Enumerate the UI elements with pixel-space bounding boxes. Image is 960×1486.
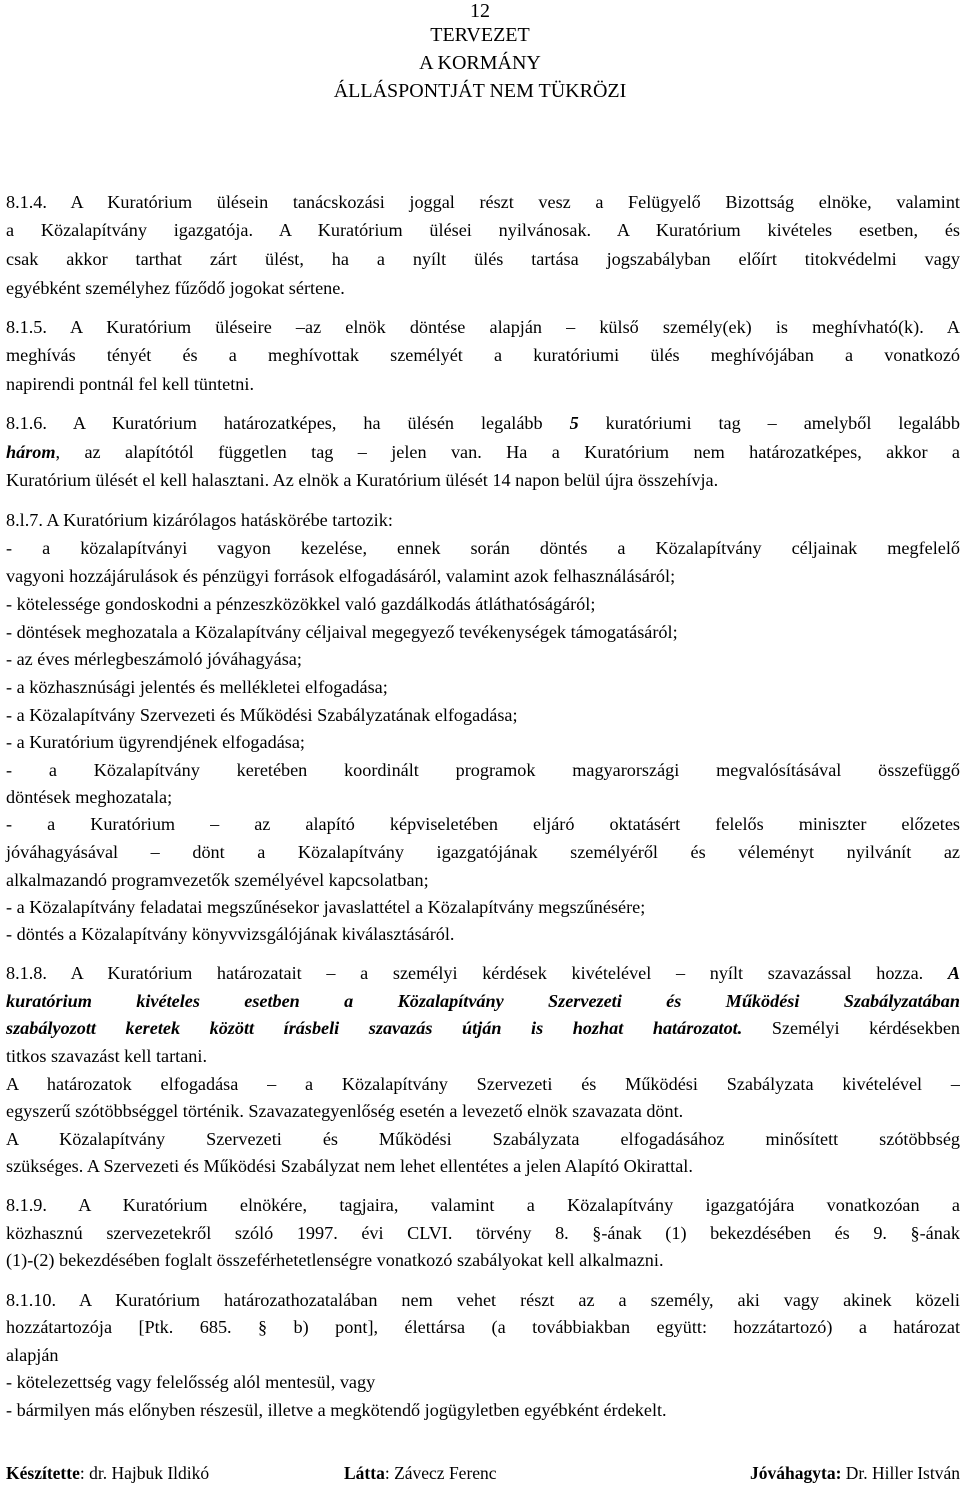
para-8-1-8-line-1: 8.1.8. A Kuratórium határozatait – a személyi kérdések kivételével – nyílt szavazással hozza. A (6, 963, 960, 983)
para-8-1-10-line-1: 8.1.10. A Kuratórium határozathozatalában nem vehet részt az a személy, aki vagy akinek közeli (6, 1290, 960, 1310)
reviewed-by: Látta: Závecz Ferenc (344, 1463, 497, 1483)
para-8-1-8-line-3: szabályozott keretek között írásbeli szavazás útján is hozhat határozatot. Személyi kérdésekben (6, 1018, 960, 1038)
para-8-1-5-line-1: 8.1.5. A Kuratórium üléseire –az elnök döntése alapján – külső személy(ek) is meghívható(k). A (6, 317, 960, 337)
list-item: - a Közalapítvány keretében koordinált programok magyarországi megvalósításával összefüggő (6, 760, 960, 780)
draft-label: TERVEZET (430, 24, 530, 46)
list-item-continuation: jóváhagyásával – dönt a Közalapítvány igazgatójának személyéről és véleményt nyilvánít az (6, 842, 960, 862)
para-8-1-8-line-5: A határozatok elfogadása – a Közalapítvány Szervezeti és Működési Szabályzata kivételével – (6, 1074, 960, 1094)
approved-by: Jóváhagyta: Dr. Hiller István (750, 1463, 960, 1483)
list-item: - kötelessége gondoskodni a pénzeszközökkel való gazdálkodás átláthatóságáról; (6, 594, 596, 614)
list-item: - a Kuratórium ügyrendjének elfogadása; (6, 732, 305, 752)
list-item: - bármilyen más előnyben részesül, illetve a megkötendő jogügyletben egyébként érdekelt. (6, 1400, 667, 1420)
list-item-continuation: vagyoni hozzájárulások és pénzügyi források elfogadásáról, valamint azok felhasználásáról; (6, 566, 676, 586)
para-8-1-10-line-2: hozzátartozója [Ptk. 685. § b) pont], élettársa (a továbbiakban együtt: hozzátartozó) a határozat (6, 1317, 960, 1337)
para-8-1-8-line-4: titkos szavazást kell tartani. (6, 1046, 208, 1066)
list-item: - a Közalapítvány feladatai megszűnésekor javaslattétel a Közalapítvány megszűnésére; (6, 897, 646, 917)
para-8-1-4-line-3: csak akkor tarthat zárt ülést, ha a nyílt ülés tartása jogszabályban előírt titokvédelmi vagy (6, 249, 960, 269)
para-8-1-4-line-4: egyébként személyhez fűződő jogokat sértene. (6, 278, 345, 298)
list-item-continuation: alkalmazandó programvezetők személyével kapcsolatban; (6, 870, 429, 890)
list-item: - a Közalapítvány Szervezeti és Működési Szabályzatának elfogadása; (6, 705, 518, 725)
list-item: - az éves mérlegbeszámoló jóváhagyása; (6, 649, 302, 669)
para-8-1-10-line-3: alapján (6, 1345, 59, 1365)
list-item: - kötelezettség vagy felelősség alól mentesül, vagy (6, 1372, 376, 1392)
prepared-by: Készítette: dr. Hajbuk Ildikó (6, 1463, 210, 1483)
para-8-1-4-line-2: a Közalapítvány igazgatója. A Kuratórium ülései nyilvánosak. A Kuratórium kivételes esetben, és (6, 220, 960, 240)
para-8-1-7-heading: 8.l.7. A Kuratórium kizárólagos hatáskörébe tartozik: (6, 510, 393, 530)
header-line-government: A KORMÁNY (419, 52, 541, 74)
para-8-1-8-line-7: A Közalapítvány Szervezeti és Működési Szabályzata elfogadásához minősített szótöbbség (6, 1129, 960, 1149)
list-item: - a közhasznúsági jelentés és mellékletei elfogadása; (6, 677, 388, 697)
para-8-1-9-line-2: közhasznú szervezetekről szóló 1997. évi CLVI. törvény 8. §-ának (1) bekezdésében és 9. §-ának (6, 1223, 960, 1243)
list-item-continuation: döntések meghozatala; (6, 787, 173, 807)
para-8-1-9-line-3: (1)-(2) bekezdésében foglalt összeférhetetlenségre vonatkozó szabályokat kell alkalmazni. (6, 1250, 664, 1270)
list-item: - a közalapítványi vagyon kezelése, ennek során döntés a Közalapítvány céljainak megfelelő (6, 538, 960, 558)
para-8-1-6-line-1: 8.1.6. A Kuratórium határozatképes, ha ülésén legalább 5 kuratóriumi tag – amelyből legalább (6, 413, 960, 433)
para-8-1-5-line-2: meghívás tényét és a meghívottak személyét a kuratóriumi ülés meghívójában a vonatkozó (6, 345, 960, 365)
para-8-1-6-line-2: három, az alapítótól független tag – jelen van. Ha a Kuratórium nem határozatképes, akkor a (6, 442, 960, 462)
page-number: 12 (470, 0, 490, 22)
para-8-1-8-line-8: szükséges. A Szervezeti és Működési Szabályzat nem lehet ellentétes a jelen Alapító Okirattal. (6, 1156, 693, 1176)
para-8-1-6-line-3: Kuratórium ülését el kell halasztani. Az elnök a Kuratórium ülését 14 napon belül újra összehívja. (6, 470, 719, 490)
para-8-1-9-line-1: 8.1.9. A Kuratórium elnökére, tagjaira, valamint a Közalapítvány igazgatójára vonatkozóan a (6, 1195, 960, 1215)
header-line-disclaimer: ÁLLÁSPONTJÁT NEM TÜKRÖZI (333, 80, 627, 102)
para-8-1-8-line-6: egyszerű szótöbbséggel történik. Szavazategyenlőség esetén a levezető elnök szavazata dönt. (6, 1101, 684, 1121)
para-8-1-5-line-3: napirendi pontnál fel kell tüntetni. (6, 374, 254, 394)
page-footer (6, 1462, 960, 1484)
para-8-1-4-line-1: 8.1.4. A Kuratórium ülésein tanácskozási joggal részt vesz a Felügyelő Bizottság elnöke, valamint (6, 192, 960, 212)
para-8-1-8-line-2: kuratórium kivételes esetben a Közalapítvány Szervezeti és Működési Szabályzatában (6, 991, 960, 1011)
list-item: - döntés a Közalapítvány könyvvizsgálójának kiválasztásáról. (6, 924, 455, 944)
list-item: - döntések meghozatala a Közalapítvány céljaival megegyező tevékenységek támogatásáról; (6, 622, 678, 642)
list-item: - a Kuratórium – az alapító képviseletében eljáró oktatásért felelős miniszter előzetes (6, 814, 960, 834)
